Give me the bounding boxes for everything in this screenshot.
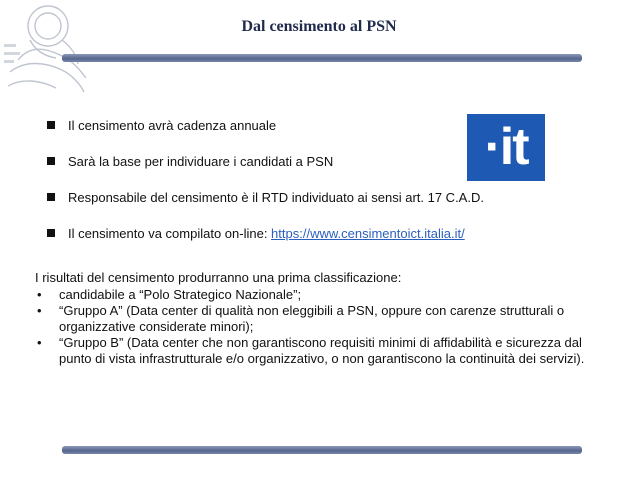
header-divider <box>62 54 582 62</box>
square-bullet-icon <box>47 229 55 237</box>
results-item-text: “Gruppo B” (Data center che non garantiscono requisiti minimi di affidabilità e sicurezza dal punto di vista infrastrutturale e/o organizzativo, o non garantiscono la continuità dei servizi). <box>59 335 585 366</box>
square-bullet-icon <box>47 121 55 129</box>
footer-divider <box>62 446 582 454</box>
square-bullet-icon <box>47 193 55 201</box>
results-section <box>35 270 615 367</box>
bullet-list <box>47 118 484 241</box>
censimento-link[interactable]: https://www.censimentoict.italia.it/ <box>271 226 465 241</box>
results-list <box>35 287 615 367</box>
bullet-text: Sarà la base per individuare i candidati a PSN <box>68 154 334 169</box>
dot-bullet-icon: • <box>37 335 42 350</box>
bullet-text: Il censimento avrà cadenza annuale <box>68 118 277 133</box>
bullet-item <box>47 154 484 169</box>
results-item-text: “Gruppo A” (Data center di qualità non eleggibili a PSN, oppure con carenze strutturali o organizzative considerate minori); <box>59 303 565 334</box>
page-title: Dal censimento al PSN <box>241 18 397 35</box>
results-item <box>35 287 615 303</box>
it-domain-logo: ·it <box>467 114 545 181</box>
square-bullet-icon <box>47 157 55 165</box>
bullet-text: Responsabile del censimento è il RTD individuato ai sensi art. 17 C.A.D. <box>68 190 484 205</box>
bullet-item <box>47 190 484 205</box>
results-item <box>35 303 615 335</box>
results-item-text: candidabile a “Polo Strategico Nazionale”; <box>59 287 302 302</box>
bullet-item <box>47 118 484 133</box>
dot-bullet-icon: • <box>37 287 42 302</box>
bullet-item <box>47 226 484 241</box>
results-intro: I risultati del censimento produrranno una prima classificazione: <box>35 270 402 285</box>
bullet-text: Il censimento va compilato on-line: <box>68 226 272 241</box>
results-item <box>35 335 615 367</box>
venetian-lion-emblem-icon <box>0 0 90 100</box>
dot-bullet-icon: • <box>37 303 42 318</box>
